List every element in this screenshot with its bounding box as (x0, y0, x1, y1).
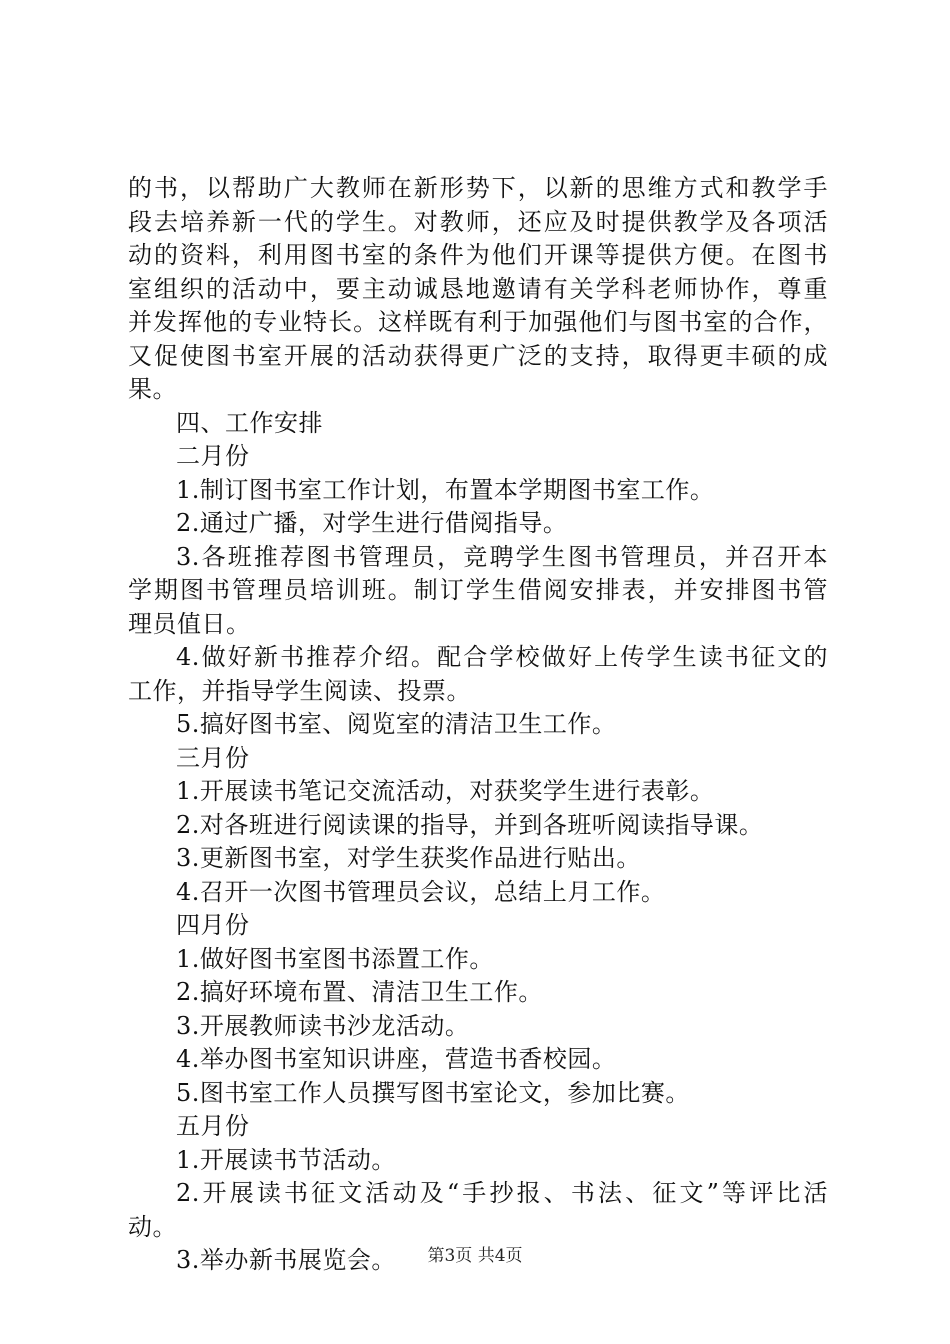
text-line: 2.开展读书征文活动及“手抄报、书法、征文”等评比活 (176, 1179, 828, 1207)
page-footer: 第3页 共4页 (427, 1246, 523, 1266)
text-line: 1.开展读书笔记交流活动，对获奖学生进行表彰。 (176, 777, 715, 805)
text-line: 4.召开一次图书管理员会议，总结上月工作。 (176, 877, 666, 906)
text-line: 5.图书室工作人员撰写图书室论文，参加比赛。 (176, 1078, 690, 1107)
text-line: 1.开展读书节活动。 (176, 1145, 396, 1174)
text-line: 3.举办新书展览会。 (176, 1246, 396, 1274)
text-line: 五月份 (176, 1112, 250, 1140)
text-line: 室组织的活动中，要主动诚恳地邀请有关学科老师协作，尊重 (128, 274, 828, 303)
text-line: 工作，并指导学生阅读、投票。 (128, 676, 471, 705)
text-line: 并发挥他的专业特长。这样既有利于加强他们与图书室的合作， (128, 308, 828, 336)
text-line: 3.各班推荐图书管理员，竞聘学生图书管理员，并召开本 (176, 542, 828, 571)
text-line: 二月份 (176, 442, 250, 470)
text-line: 2.通过广播，对学生进行借阅指导。 (176, 509, 568, 537)
text-line: 的书，以帮助广大教师在新形势下，以新的思维方式和教学手 (128, 174, 828, 202)
text-line: 3.开展教师读书沙龙活动。 (176, 1011, 470, 1040)
text-line: 2.对各班进行阅读课的指导，并到各班听阅读指导课。 (176, 810, 764, 839)
text-line: 1.做好图书室图书添置工作。 (176, 944, 494, 973)
text-line: 2.搞好环境布置、清洁卫生工作。 (176, 978, 543, 1006)
text-line: 四、工作安排 (176, 408, 323, 437)
text-line: 三月份 (176, 743, 250, 772)
text-line: 四月份 (176, 911, 250, 939)
text-line: 理员值日。 (128, 609, 251, 638)
text-line: 动的资料，利用图书室的条件为他们开课等提供方便。在图书 (128, 241, 828, 269)
document-body (128, 172, 828, 1278)
text-line: 1.制订图书室工作计划，布置本学期图书室工作。 (176, 475, 715, 504)
text-line: 果。 (128, 375, 177, 403)
text-line: 动。 (128, 1212, 177, 1241)
text-line: 5.搞好图书室、阅览室的清洁卫生工作。 (176, 710, 617, 738)
text-line: 又促使图书室开展的活动获得更广泛的支持，取得更丰硕的成 (128, 341, 828, 370)
text-line: 段去培养新一代的学生。对教师，还应及时提供教学及各项活 (128, 207, 828, 236)
text-line: 学期图书管理员培训班。制订学生借阅安排表，并安排图书管 (128, 576, 828, 604)
text-line: 3.更新图书室，对学生获奖作品进行贴出。 (176, 844, 641, 872)
text-line: 4.举办图书室知识讲座，营造书香校园。 (176, 1045, 617, 1073)
text-line: 4.做好新书推荐介绍。配合学校做好上传学生读书征文的 (176, 643, 828, 671)
